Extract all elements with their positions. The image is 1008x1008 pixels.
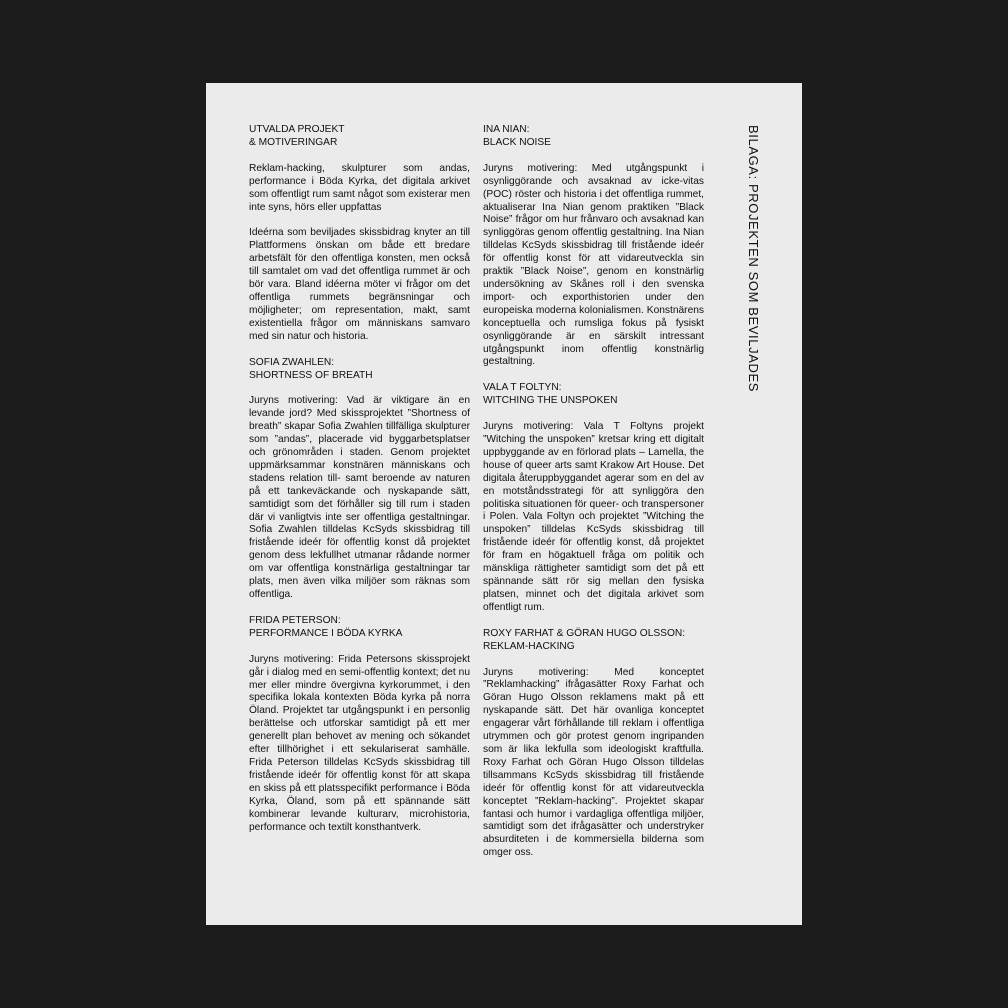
section-ina-nian — [483, 124, 704, 369]
section-paragraph: Juryns motivering: Med konceptet ”Reklamhacking” ifrågasätter Roxy Farhat och Göran Hugo Olsson reklamens makt på ett nyskapande sätt. Det här ovanliga konceptet engagerar vårt förhållande till reklam i offentliga utrymmen och gör protest genom ingripanden som är lika lekfulla som ideologiskt kraftfulla. Roxy Farhat och Göran Hugo Olsson tilldelas tillsammans KcSyds skissbidrag till fristående ideér för offentlig konst för att vidareutveckla konceptet ”Reklam-hacking”. Projektet skapar fantasi och humor i vardagliga offentliga miljöer, samtidigt som det ifrågasätter och understryker absurditeten i de kommersiella bilderna som omger oss. — [483, 666, 704, 859]
section-paragraph: Ideérna som beviljades skissbidrag knyter an till Plattformens önskan om både ett bredare arbetsfält för den offentliga konsten, men också till samtalet om vad det offentliga rummet är och bör vara. Bland idéerna möter vi frågor om det offentliga rummets begränsningar och möjligheter; om representation, makt, samt existentiella frågor om människans samvaro med sin natur och historia. — [249, 227, 470, 342]
section-reklam-hacking — [483, 628, 704, 860]
section-heading: INA NIAN: BLACK NOISE — [483, 124, 551, 148]
section-heading: FRIDA PETERSON: PERFORMANCE I BÖDA KYRKA — [249, 614, 403, 639]
section-heading: UTVALDA PROJEKT & MOTIVERINGAR — [249, 124, 345, 148]
section-heading: ROXY FARHAT & GÖRAN HUGO OLSSON: REKLAM-HACKING — [483, 627, 686, 652]
section-paragraph: Juryns motivering: Vala T Foltyns projekt ”Witching the unspoken” kretsar kring ett digitalt uppbyggande av en förlorad plats – Lamella, the house of queer arts samt Krakow Art House. Det digitala återuppbyggandet agerar som en del av en motståndsstrategi för att synliggöra den politiska situationen för queer- och transpersoner i Polen. Vala Foltyn och projektet ”Witching the unspoken” tilldelas KcSyds skissbidrag till fristående ideér för offentlig konst, då projektet för fram en högaktuell fråga om politik och mänskliga rättigheter samtidigt som det på ett spännande sätt rör sig mellan den fysiska platsen, minnet och det digitala arkivet som offentligt rum. — [483, 421, 704, 613]
right-column — [483, 124, 704, 873]
section-paragraph: Reklam-hacking, skulpturer som andas, performance i Böda Kyrka, det digitala arkivet som offentligt rum samt något som existerar men inte syns, hörs eller uppfattas — [249, 162, 470, 213]
sidebar-title: BILAGA: PROJEKTEN SOM BEVILJADES — [746, 125, 761, 392]
section-intro — [249, 124, 470, 344]
section-paragraph: Juryns motivering: Med utgångspunkt i osynliggörande och avsaknad av icke-vitas (POC) röster och historia i det offentliga rummet, aktualiserar Ina Nian genom praktiken ”Black Noise” frågor om hur frånvaro och avsaknad kan synliggöras genom offentlig gestaltning. Ina Nian tilldelas KcSyds skissbidrag till fristående ideér för offentlig konst för att vidareutveckla sin praktik ”Black Noise”, genom en konstnärlig undersökning av Skånes roll i den svenska import- och exporthistorien under den europeiska moderna kolonialismen. Konstnärens konceptuella och rumsliga fokus på fysiskt osynliggörande är en särskilt intressant utgångspunkt inom offentlig konstnärlig gestaltning. — [483, 162, 704, 368]
section-paragraph: Juryns motivering: Vad är viktigare än en levande jord? Med skissprojektet ”Shortness of breath” skapar Sofia Zwahlen tillfälliga skulpturer som ”andas”, placerade vid byggarbetsplatser och grönområden i staden. Genom projektet uppmärksammar konstnären människans och stadens relation till- samt beroende av naturen på ett tankeväckande och nyskapande sätt, samtidigt som det förhåller sig till rum i staden där vi vanligtvis inte ser offentliga gestaltningar. Sofia Zwahlen tilldelas KcSyds skissbidrag till fristående ideér för offentlig konst då projektet genom dess lekfullhet utmanar rådande normer om var offentliga konstnärliga gestaltningar tar plats, men även vilka miljöer som räknas som offentliga. — [249, 395, 470, 600]
section-paragraph: Juryns motivering: Frida Petersons skissprojekt går i dialog med en semi-offentlig kontext; det nu mer eller mindre övergivna kyrkorummet, i den specifika lokala kontexten Böda kyrka på norra Öland. Projektet tar utgångspunkt i en personlig berättelse och utforskar samtidigt på ett mer generellt plan behovet av mening och sökandet efter tillhörighet i ett sekulariserat samhälle. Frida Peterson tilldelas KcSyds skissbidrag till fristående ideér för offentlig konst för att skapa en skiss på ett platsspecifikt performance i Böda Kyrka, Öland, som på ett spännande sätt kombinerar levande kulturarv, microhistoria, performance och textilt konsthantverk. — [249, 653, 470, 833]
left-column — [249, 124, 470, 847]
section-vala-foltyn — [483, 382, 704, 614]
section-frida-peterson — [249, 615, 470, 835]
section-heading: VALA T FOLTYN: WITCHING THE UNSPOKEN — [483, 382, 618, 407]
document-page — [206, 83, 802, 925]
section-heading: SOFIA ZWAHLEN: SHORTNESS OF BREATH — [249, 356, 373, 381]
section-sofia-zwahlen — [249, 357, 470, 602]
